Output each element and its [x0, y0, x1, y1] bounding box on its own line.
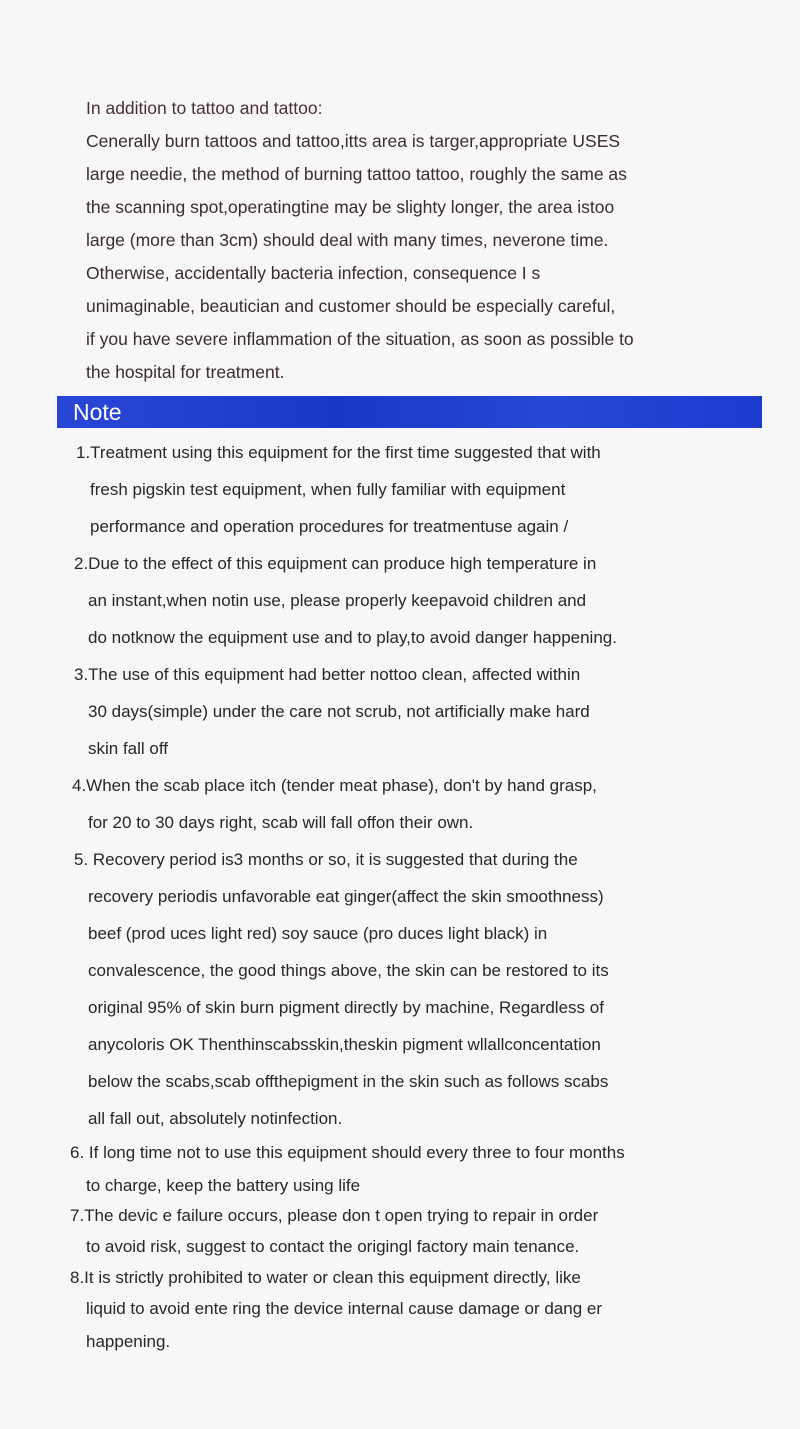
intro-line: Otherwise, accidentally bacteria infection, consequence I s: [86, 263, 541, 283]
note-line: 8.It is strictly prohibited to water or clean this equipment directly, like: [70, 1268, 581, 1287]
note-line: do notknow the equipment use and to play,to avoid danger happening.: [88, 628, 617, 647]
intro-title: In addition to tattoo and tattoo:: [86, 98, 323, 118]
intro-line: the scanning spot,operatingtine may be slighty longer, the area istoo: [86, 197, 615, 217]
note-line: skin fall off: [88, 739, 169, 758]
note-line: anycoloris OK Thenthinscabsskin,theskin pigment wllallconcentation: [88, 1035, 601, 1054]
intro-line: if you have severe inflammation of the situation, as soon as possible to: [86, 329, 634, 349]
intro-section: [86, 92, 756, 389]
note-line: to charge, keep the battery using life: [86, 1176, 361, 1195]
note-line: original 95% of skin burn pigment directly by machine, Regardless of: [88, 998, 604, 1017]
intro-line: large (more than 3cm) should deal with many times, neverone time.: [86, 230, 609, 250]
note-line: 6. If long time not to use this equipment should every three to four months: [70, 1143, 625, 1162]
note-line: 4.When the scab place itch (tender meat phase), don't by hand grasp,: [72, 776, 597, 795]
note-line: 1.Treatment using this equipment for the first time suggested that with: [76, 443, 601, 462]
note-line: liquid to avoid ente ring the device internal cause damage or dang er: [86, 1299, 603, 1318]
note-line: 30 days(simple) under the care not scrub, not artificially make hard: [88, 702, 590, 721]
note-line: fresh pigskin test equipment, when fully familiar with equipment: [90, 480, 566, 499]
intro-line: the hospital for treatment.: [86, 362, 285, 382]
note-line: recovery periodis unfavorable eat ginger(affect the skin smoothness): [88, 887, 604, 906]
note-line: 3.The use of this equipment had better nottoo clean, affected within: [74, 665, 581, 684]
note-header-title: Note: [73, 399, 122, 425]
note-line: 7.The devic e failure occurs, please don t open trying to repair in order: [70, 1206, 599, 1225]
intro-line: large needie, the method of burning tattoo tattoo, roughly the same as: [86, 164, 627, 184]
note-line: happening.: [86, 1332, 171, 1351]
note-line: 5. Recovery period is3 months or so, it is suggested that during the: [74, 850, 578, 869]
intro-line: unimaginable, beautician and customer should be especially careful,: [86, 296, 616, 316]
note-header-bar: [57, 396, 762, 428]
note-line: for 20 to 30 days right, scab will fall offon their own.: [88, 813, 474, 832]
note-line: beef (prod uces light red) soy sauce (pro duces light black) in: [88, 924, 548, 943]
note-line: convalescence, the good things above, the skin can be restored to its: [88, 961, 609, 980]
note-line: all fall out, absolutely notinfection.: [88, 1109, 343, 1128]
note-line: 2.Due to the effect of this equipment can produce high temperature in: [74, 554, 597, 573]
note-line: an instant,when notin use, please properly keepavoid children and: [88, 591, 587, 610]
note-line: below the scabs,scab offthepigment in the skin such as follows scabs: [88, 1072, 609, 1091]
note-line: performance and operation procedures for treatmentuse again /: [90, 517, 569, 536]
intro-line: Cenerally burn tattoos and tattoo,itts area is targer,appropriate USES: [86, 131, 621, 151]
note-line: to avoid risk, suggest to contact the origingl factory main tenance.: [86, 1237, 580, 1256]
